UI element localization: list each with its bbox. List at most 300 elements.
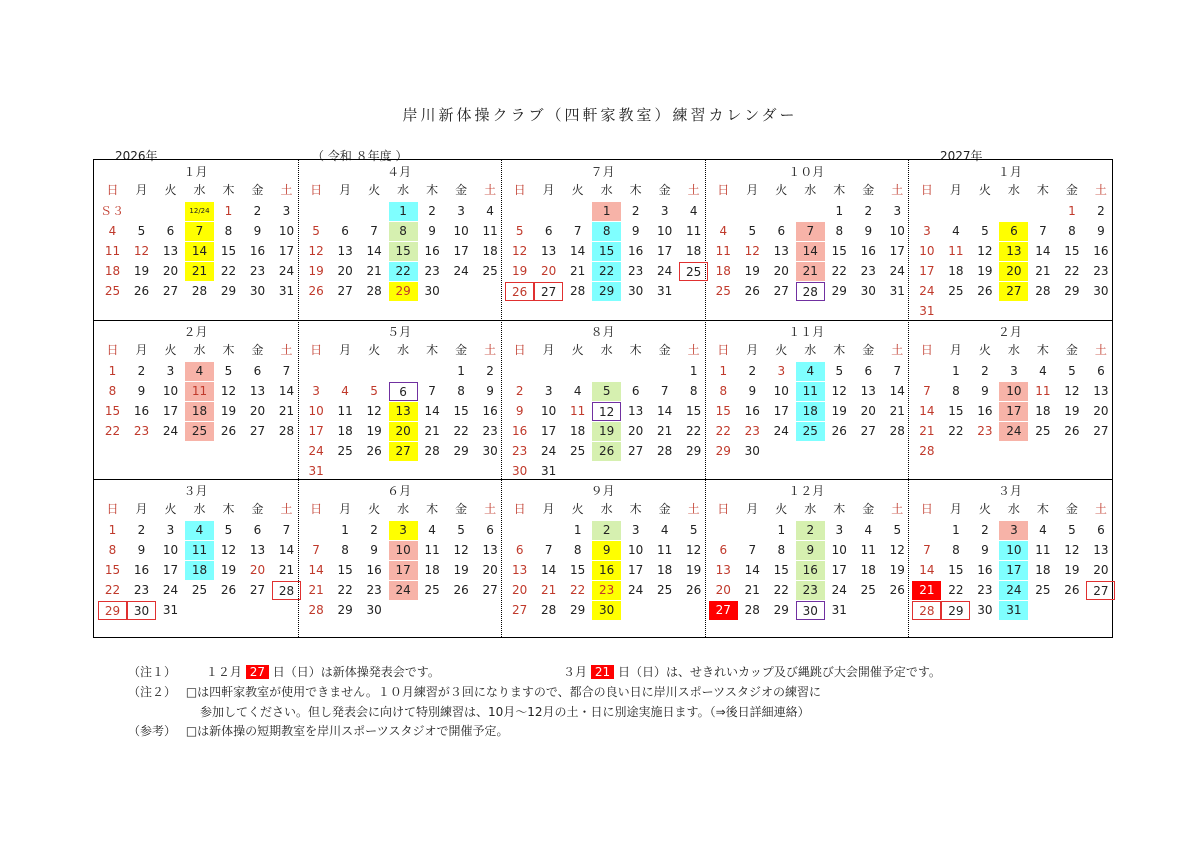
calendar-day: 28 xyxy=(424,443,440,458)
calendar-day: 1 xyxy=(952,363,960,378)
calendar-day: 6 xyxy=(515,543,524,558)
calendar-day: 10 xyxy=(162,543,179,558)
calendar-day: 27 xyxy=(1093,423,1109,438)
calendar-day: 28 xyxy=(278,423,295,438)
calendar-day: 3 xyxy=(312,383,320,398)
calendar-day: 19 xyxy=(453,563,469,578)
weekday-label: 金 xyxy=(862,183,875,197)
calendar-day: 22 xyxy=(220,264,237,278)
calendar-day: 7 xyxy=(544,543,553,558)
calendar-day: 9 xyxy=(864,224,873,238)
calendar-day: 5 xyxy=(312,224,320,238)
weekday-label: 水 xyxy=(1007,183,1020,197)
calendar-day: 30 xyxy=(424,284,440,298)
calendar-day: 18 xyxy=(424,563,440,578)
month-block xyxy=(298,479,502,639)
calendar-day: 3 xyxy=(166,363,175,378)
weekday-label: 土 xyxy=(891,502,904,517)
calendar-day: 6 xyxy=(1097,523,1105,538)
calendar-day: 29 xyxy=(715,443,731,458)
calendar-day: 7 xyxy=(573,224,582,238)
calendar-day: 26 xyxy=(308,284,324,298)
calendar-day: 1 xyxy=(1068,204,1076,218)
calendar-day: 23 xyxy=(977,583,993,598)
calendar-day: 1 xyxy=(952,523,960,538)
month-block xyxy=(94,479,298,639)
calendar-day: 12 xyxy=(1064,543,1080,558)
calendar-day: 17 xyxy=(278,244,295,258)
calendar-day: 4 xyxy=(573,383,582,398)
weekday-label: 月 xyxy=(135,183,148,197)
calendar-day: 6 xyxy=(389,382,418,401)
calendar-day: 16 xyxy=(744,403,760,418)
calendar-day: 13 xyxy=(162,244,179,258)
weekday-label: 木 xyxy=(1036,342,1049,357)
calendar-day: 23 xyxy=(860,264,876,278)
calendar-day: 25 xyxy=(424,583,440,598)
weekday-label: 日 xyxy=(513,183,526,197)
weekday-label: 土 xyxy=(687,502,700,517)
calendar-day: 29 xyxy=(337,603,353,618)
weekday-label: 水 xyxy=(804,342,817,357)
calendar-day: 10 xyxy=(999,382,1028,401)
calendar-day: 5 xyxy=(1068,363,1076,378)
calendar-day: 18 xyxy=(570,423,586,438)
calendar-day: 1 xyxy=(592,202,621,221)
weekday-label: 金 xyxy=(251,502,264,517)
calendar-day: 7 xyxy=(282,523,291,538)
calendar-day: 28 xyxy=(272,581,301,600)
weekday-label: 月 xyxy=(542,502,555,517)
calendar-day: 8 xyxy=(719,383,728,398)
calendar-day: 30 xyxy=(482,443,498,458)
note-1-text: 日（日）は新体操発表会です。 xyxy=(272,665,440,679)
calendar-day: 21 xyxy=(744,583,760,598)
calendar-day: 23 xyxy=(796,581,825,600)
calendar-day: 6 xyxy=(253,523,262,538)
calendar-day: 5 xyxy=(137,224,146,238)
weekday-label: 土 xyxy=(687,183,700,197)
calendar-day: 29 xyxy=(389,282,418,301)
weekday-label: 土 xyxy=(280,183,293,197)
calendar-day: 30 xyxy=(592,601,621,620)
calendar-day: 22 xyxy=(592,262,621,281)
calendar-day: 17 xyxy=(919,264,935,278)
calendar-day: 25 xyxy=(796,422,825,441)
calendar-day: 13 xyxy=(541,244,557,258)
calendar-day: 2 xyxy=(1097,204,1105,218)
calendar-day: 7 xyxy=(370,224,378,238)
calendar-day: 1 xyxy=(573,523,582,538)
calendar-day: 26 xyxy=(1064,583,1080,598)
calendar-day: 31 xyxy=(919,304,935,318)
month-block xyxy=(501,320,705,480)
calendar-day: 31 xyxy=(831,603,847,618)
calendar-day: 7 xyxy=(312,543,320,558)
calendar-day: 26 xyxy=(220,423,237,438)
calendar-day: 22 xyxy=(715,423,731,438)
calendar-day: 15 xyxy=(104,563,121,578)
calendar-day: 21 xyxy=(541,583,557,598)
calendar-day: 1 xyxy=(719,363,728,378)
calendar-day: 2 xyxy=(631,204,640,218)
calendar-day: 4 xyxy=(1039,363,1047,378)
calendar-day: 20 xyxy=(860,403,876,418)
calendar-day: 4 xyxy=(864,523,873,538)
calendar-day: 24 xyxy=(628,583,644,598)
calendar-day: 19 xyxy=(133,264,150,278)
weekday-label: 月 xyxy=(339,342,352,357)
calendar-day: 16 xyxy=(424,244,440,258)
calendar-prefix-label: Ｓ３ xyxy=(100,204,125,218)
calendar-day: 20 xyxy=(773,264,789,278)
calendar-day: 3 xyxy=(660,204,669,218)
weekday-label: 日 xyxy=(310,183,323,197)
weekday-label: 火 xyxy=(775,342,788,357)
calendar-day: 24 xyxy=(308,443,324,458)
calendar-day: 20 xyxy=(337,264,353,278)
calendar-day: 4 xyxy=(185,362,214,381)
calendar-day: 14 xyxy=(919,563,935,578)
calendar-day: 19 xyxy=(220,563,237,578)
calendar-day: 26 xyxy=(686,583,702,598)
calendar-day: 28 xyxy=(657,443,673,458)
calendar-day: 2 xyxy=(253,204,262,218)
calendar-day: 8 xyxy=(835,224,844,238)
month-block xyxy=(705,479,909,639)
calendar-day: 16 xyxy=(133,563,150,578)
calendar-day: 20 xyxy=(482,563,498,578)
calendar-day: 20 xyxy=(1093,403,1109,418)
month-name: １２月 xyxy=(788,484,825,499)
calendar-day: 13 xyxy=(389,402,418,421)
weekday-label: 火 xyxy=(571,502,584,517)
month-name: １月 xyxy=(183,165,208,179)
calendar-day: 1 xyxy=(835,204,844,218)
calendar-day: 21 xyxy=(657,423,673,438)
calendar-day: 21 xyxy=(796,262,825,281)
calendar-day: 20 xyxy=(541,264,557,278)
calendar-day: 3 xyxy=(282,204,291,218)
weekday-label: 金 xyxy=(455,183,468,197)
calendar-day: 20 xyxy=(249,403,266,418)
calendar-day: 3 xyxy=(777,363,786,378)
calendar-day: 23 xyxy=(424,264,440,278)
calendar-day: 13 xyxy=(482,543,498,558)
weekday-label: 日 xyxy=(310,342,323,357)
calendar-day: 2 xyxy=(428,204,436,218)
calendar-day: 26 xyxy=(453,583,469,598)
calendar-day: 3 xyxy=(457,204,465,218)
calendar-day: 12 xyxy=(977,244,993,258)
calendar-day: 17 xyxy=(628,563,644,578)
weekday-label: 土 xyxy=(1094,502,1107,517)
calendar-day: 28 xyxy=(919,443,935,458)
calendar-day: 23 xyxy=(366,583,382,598)
calendar-day: 8 xyxy=(457,383,465,398)
calendar-day: 9 xyxy=(796,541,825,560)
weekday-label: 月 xyxy=(542,342,555,357)
calendar-day: 12 xyxy=(366,403,382,418)
calendar-day: 25 xyxy=(191,583,208,598)
month-block xyxy=(298,160,502,320)
calendar-day: 8 xyxy=(952,543,960,558)
calendar-day: 12 xyxy=(512,244,528,258)
calendar-day: 12 xyxy=(308,244,324,258)
calendar-day: 28 xyxy=(366,284,382,298)
weekday-label: 日 xyxy=(920,342,933,357)
weekday-label: 金 xyxy=(1065,342,1078,357)
weekday-label: 土 xyxy=(280,502,293,517)
month-name: ５月 xyxy=(387,324,412,339)
calendar-day: 26 xyxy=(1064,423,1080,438)
calendar-day: 10 xyxy=(541,403,557,418)
weekday-label: 木 xyxy=(833,342,846,357)
calendar-day: 6 xyxy=(544,224,553,238)
calendar-day: 31 xyxy=(162,603,179,618)
calendar-day: 13 xyxy=(249,383,266,398)
weekday-label: 木 xyxy=(833,183,846,197)
calendar-day: 20 xyxy=(628,423,644,438)
calendar-day: 26 xyxy=(831,423,847,438)
month-name: ４月 xyxy=(387,165,412,179)
calendar-day: 25 xyxy=(1035,583,1051,598)
calendar-day: 3 xyxy=(631,523,640,538)
weekday-label: 火 xyxy=(368,183,381,197)
calendar-day: 20 xyxy=(999,262,1028,281)
calendar-day: 4 xyxy=(108,224,117,238)
calendar-day: 27 xyxy=(482,583,498,598)
calendar-day: 18 xyxy=(657,563,673,578)
calendar-day: 4 xyxy=(952,224,960,238)
calendar-day: 22 xyxy=(104,423,121,438)
note-3-text: □は新体操の短期教室を岸川スポーツスタジオで開催予定。 xyxy=(185,724,509,738)
weekday-label: 木 xyxy=(833,502,846,517)
calendar-day: 15 xyxy=(1064,244,1080,258)
calendar-day: 14 xyxy=(744,563,760,578)
calendar-day: 7 xyxy=(282,363,291,378)
calendar-day: 31 xyxy=(999,601,1028,620)
note-2 xyxy=(128,683,821,700)
calendar-day: 27 xyxy=(999,282,1028,301)
calendar-day: 8 xyxy=(1068,224,1076,238)
calendar-day: 16 xyxy=(249,244,266,258)
weekday-label: 火 xyxy=(571,183,584,197)
calendar-day: 21 xyxy=(308,583,324,598)
calendar-day: 19 xyxy=(1064,563,1080,578)
calendar-day: 31 xyxy=(889,284,905,298)
weekday-label: 火 xyxy=(978,342,991,357)
calendar-day: 3 xyxy=(1010,363,1018,378)
weekday-label: 土 xyxy=(1094,183,1107,197)
calendar-day: 17 xyxy=(999,402,1028,421)
weekday-label: 金 xyxy=(251,183,264,197)
calendar-day: 13 xyxy=(337,244,353,258)
calendar-day: 14 xyxy=(657,403,673,418)
calendar-day: 25 xyxy=(570,443,586,458)
calendar-day: 17 xyxy=(773,403,789,418)
calendar-day: 9 xyxy=(592,541,621,560)
year-right: 2027年 xyxy=(940,149,983,163)
calendar-day: 3 xyxy=(999,521,1028,540)
calendar-day: 4 xyxy=(341,383,349,398)
weekday-label: 金 xyxy=(862,342,875,357)
month-block xyxy=(908,479,1112,639)
calendar-day: 22 xyxy=(773,583,789,598)
calendar-day: 11 xyxy=(860,543,876,558)
weekday-label: 木 xyxy=(426,502,439,517)
calendar-day: 27 xyxy=(512,603,528,618)
weekday-label: 日 xyxy=(717,502,730,517)
calendar-day: 14 xyxy=(541,563,557,578)
month-name: ３月 xyxy=(183,484,208,499)
calendar-day: 14 xyxy=(796,242,825,261)
calendar-day: 16 xyxy=(860,244,876,258)
calendar-day: 9 xyxy=(137,383,146,398)
calendar-day: 29 xyxy=(220,284,237,298)
calendar-day: 29 xyxy=(941,601,970,620)
calendar-day: 1 xyxy=(777,523,786,538)
month-name: １月 xyxy=(997,165,1022,179)
calendar-day: 13 xyxy=(628,403,644,418)
calendar-day: 10 xyxy=(889,224,905,238)
calendar-day: 31 xyxy=(278,284,295,298)
weekday-label: 日 xyxy=(106,183,119,197)
calendar-day: 9 xyxy=(981,383,989,398)
calendar-day: 20 xyxy=(1093,563,1109,578)
month-block xyxy=(501,160,705,320)
calendar-day: 6 xyxy=(253,363,262,378)
calendar-day: 10 xyxy=(453,224,469,238)
weekday-label: 木 xyxy=(629,342,642,357)
calendar-day: 16 xyxy=(796,561,825,580)
weekday-label: 水 xyxy=(600,342,613,357)
calendar-day: 5 xyxy=(981,224,989,238)
calendar-day: 12 xyxy=(686,543,702,558)
weekday-label: 月 xyxy=(746,342,759,357)
calendar-day: 1 xyxy=(108,363,117,378)
calendar-day: 7 xyxy=(748,543,757,558)
calendar-day: 21 xyxy=(424,423,440,438)
calendar-day: 5 xyxy=(224,523,233,538)
calendar-day: 2 xyxy=(796,521,825,540)
calendar-day: 7 xyxy=(923,543,931,558)
calendar-day: 10 xyxy=(389,541,418,560)
weekday-label: 日 xyxy=(920,502,933,517)
calendar-day: 2 xyxy=(370,523,378,538)
calendar-day: 1 xyxy=(457,363,465,378)
weekday-label: 土 xyxy=(484,502,497,517)
calendar-day: 6 xyxy=(341,224,349,238)
calendar-day: 3 xyxy=(389,521,418,540)
weekday-label: 月 xyxy=(949,342,962,357)
month-block xyxy=(705,320,909,480)
calendar-day: 24 xyxy=(889,264,905,278)
calendar-day: 23 xyxy=(133,583,150,598)
calendar-day: 2 xyxy=(515,383,524,398)
calendar-day: 13 xyxy=(773,244,789,258)
calendar-day: 7 xyxy=(1039,224,1047,238)
calendar-day: 25 xyxy=(482,264,498,278)
calendar-day: 22 xyxy=(948,583,964,598)
month-name: １０月 xyxy=(788,165,825,179)
calendar-day: 19 xyxy=(1064,403,1080,418)
calendar-day: 26 xyxy=(133,284,150,298)
calendar-day: 22 xyxy=(389,262,418,281)
calendar-day: 27 xyxy=(249,423,266,438)
calendar-day: 7 xyxy=(660,383,669,398)
calendar-day: 19 xyxy=(592,422,621,441)
weekday-label: 水 xyxy=(600,183,613,197)
calendar-day: 30 xyxy=(860,284,876,298)
calendar-day: 11 xyxy=(337,403,353,418)
calendar-day: 5 xyxy=(224,363,233,378)
weekday-label: 火 xyxy=(775,502,788,517)
calendar-day: 4 xyxy=(689,204,698,218)
calendar-day: 19 xyxy=(889,563,905,578)
calendar-day: 22 xyxy=(1064,264,1080,278)
weekday-label: 火 xyxy=(978,502,991,517)
calendar-day: 7 xyxy=(923,383,931,398)
calendar-day: 11 xyxy=(796,382,825,401)
calendar-day: 27 xyxy=(337,284,353,298)
calendar-day: 19 xyxy=(831,403,847,418)
calendar-day: 4 xyxy=(719,224,728,238)
weekday-label: 日 xyxy=(920,183,933,197)
calendar-day: 23 xyxy=(592,581,621,600)
note-3 xyxy=(128,722,508,739)
calendar-day: 30 xyxy=(512,463,528,478)
calendar-day: 24 xyxy=(999,581,1028,600)
calendar-day: 26 xyxy=(744,284,760,298)
calendar-day: 2 xyxy=(864,204,873,218)
calendar-day: 9 xyxy=(253,224,262,238)
calendar-day: 4 xyxy=(185,521,214,540)
calendar-day: 17 xyxy=(657,244,673,258)
calendar-day: 18 xyxy=(185,402,214,421)
calendar-day: 24 xyxy=(999,422,1028,441)
calendar-day: 15 xyxy=(220,244,237,258)
weekday-label: 金 xyxy=(251,342,264,357)
calendar-day: 10 xyxy=(831,543,847,558)
calendar-day: 1 xyxy=(389,202,418,221)
weekday-label: 月 xyxy=(746,183,759,197)
weekday-label: 水 xyxy=(397,342,410,357)
calendar-day: 15 xyxy=(773,563,789,578)
calendar-day: 10 xyxy=(919,244,935,258)
calendar-day: 28 xyxy=(889,423,905,438)
note-1b-text: 日（日）は、せきれいカップ及び縄跳び大会開催予定です。 xyxy=(617,665,941,679)
note-2-label: （注２） xyxy=(128,685,177,699)
calendar-day: 13 xyxy=(999,242,1028,261)
weekday-label: 火 xyxy=(368,502,381,517)
calendar-day: 24 xyxy=(773,423,789,438)
weekday-label: 火 xyxy=(571,342,584,357)
calendar-day: 1 xyxy=(341,523,349,538)
calendar-day: 18 xyxy=(715,264,731,278)
calendar-day: 7 xyxy=(796,222,825,241)
calendar-day: 10 xyxy=(162,383,179,398)
calendar-day: 8 xyxy=(389,222,418,241)
calendar-day: 11 xyxy=(948,244,964,258)
calendar-day: 10 xyxy=(999,541,1028,560)
calendar-day: 3 xyxy=(893,204,902,218)
calendar-day: 11 xyxy=(185,382,214,401)
weekday-label: 土 xyxy=(1094,342,1107,357)
weekday-label: 土 xyxy=(280,342,293,357)
calendar-day: 8 xyxy=(689,383,698,398)
calendar-day: 5 xyxy=(457,523,465,538)
